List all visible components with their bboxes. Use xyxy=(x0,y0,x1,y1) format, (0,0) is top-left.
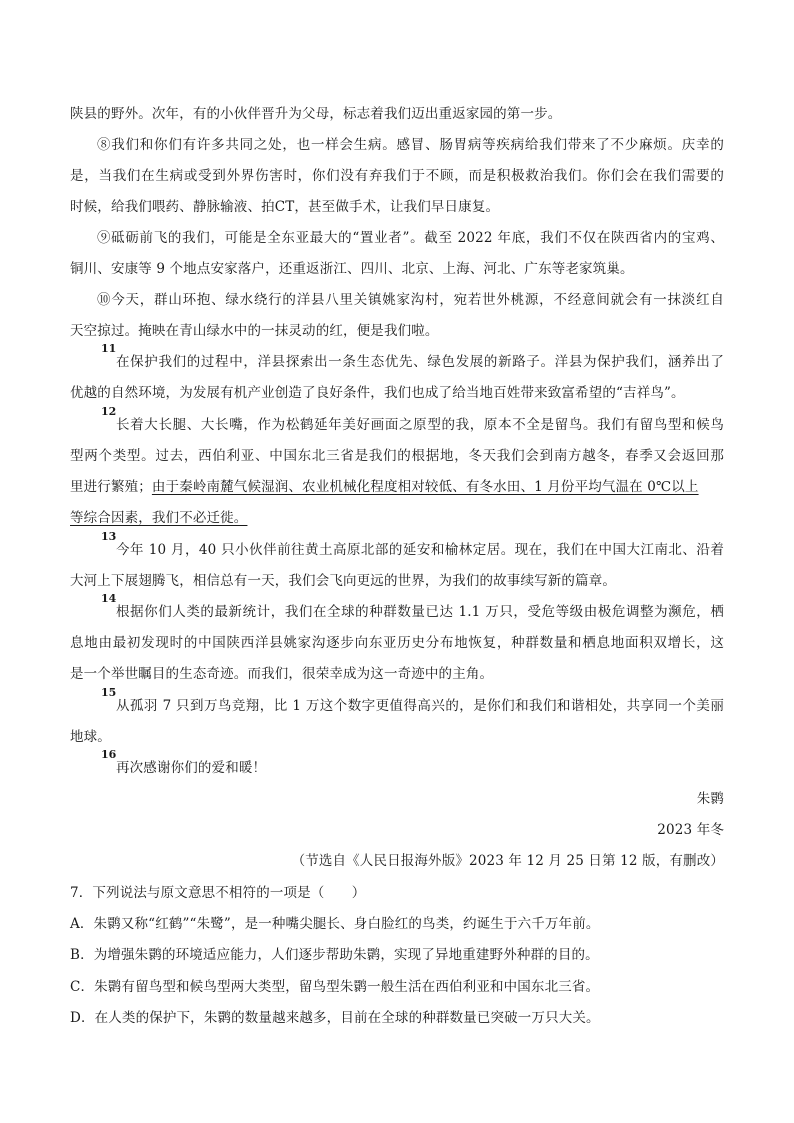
paragraph-15-line-2: 地球。 xyxy=(70,729,111,745)
question-option-a: A．朱鹮又称“红鹤”“朱鹭”，是一种嘴尖腿长、身白脸红的鸟类，约诞生于六千万年前。 xyxy=(70,916,600,932)
paragraph-8-line-1: ⑧我们和你们有许多共同之处，也一样会生病。感冒、肠胃病等疾病给我们带来了不少麻烦。庆幸的 xyxy=(97,137,724,153)
paragraph-10-line-2: 天空掠过。掩映在青山绿水中的一抹灵动的红，便是我们啦。 xyxy=(70,323,439,339)
paragraph-number-12: 12 xyxy=(101,405,117,418)
paragraph-13-line-2: 大河上下展翅腾飞，相信总有一天，我们会飞向更远的世界，为我们的故事续写新的篇章。 xyxy=(70,573,616,589)
question-option-d: D．在人类的保护下，朱鹮的数量越来越多，目前在全球的种群数量已突破一万只大关。 xyxy=(70,1010,600,1026)
paragraph-12-underlined-text: 由于秦岭南麓气候湿润、农业机械化程度相对较低、有冬水田、1 月份平均气温在 0℃以上 xyxy=(151,479,699,495)
paragraph-15-line-1: 从孤羽 7 只到万鸟竞翔，比 1 万这个数字更值得高兴的，是你们和我们和谐相处，共享同一个美丽 xyxy=(116,698,724,714)
question-option-c: C．朱鹮有留鸟型和候鸟型两大类型，留鸟型朱鹮一般生活在西伯利亚和中国东北三省。 xyxy=(70,979,600,995)
paragraph-9-line-1: ⑨砥砺前飞的我们，可能是全东亚最大的“置业者”。截至 2022 年底，我们不仅在陕西省内的宝鸡、 xyxy=(97,230,724,246)
paragraph-11-line-2: 优越的自然环境，为发展有机产业创造了良好条件，我们也成了给当地百姓带来致富希望的“吉祥鸟”。 xyxy=(70,385,685,401)
paragraph-12-underlined-text-end: 等综合因素，我们不必迁徙。 xyxy=(70,510,248,526)
paragraph-13-line-1: 今年 10 月，40 只小伙伴前往黄土高原北部的延安和榆林定居。现在，我们在中国大江南北、沿着 xyxy=(116,542,724,558)
letter-date: 2023 年冬 xyxy=(657,822,724,838)
paragraph-12-line-3 xyxy=(70,478,724,496)
paragraph-7-end: 陕县的野外。次年，有的小伙伴晋升为父母，标志着我们迈出重返家园的第一步。 xyxy=(70,106,562,122)
paragraph-11-line-1: 在保护我们的过程中，洋县探索出一条生态优先、绿色发展的新路子。洋县为保护我们，涵养出了 xyxy=(116,354,724,370)
paragraph-14-line-2: 息地由最初发现时的中国陕西洋县姚家沟逐步向东亚历史分布地恢复，种群数量和栖息地面积双增长，这 xyxy=(70,635,724,651)
paragraph-12-line-1: 长着大长腿、大长嘴，作为松鹤延年美好画面之原型的我，原本不全是留鸟。我们有留鸟型和候鸟 xyxy=(116,417,724,433)
paragraph-number-14: 14 xyxy=(101,592,117,605)
author-signature: 朱鹮 xyxy=(696,791,724,807)
paragraph-16-line: 再次感谢你们的爱和暖！ xyxy=(116,760,267,776)
paragraph-number-16: 16 xyxy=(101,748,117,761)
paragraph-number-11: 11 xyxy=(101,342,117,355)
paragraph-14-line-3: 是一个举世瞩目的生态奇迹。而我们，很荣幸成为这一奇迹中的主角。 xyxy=(70,666,494,682)
paragraph-12-line-3-plain: 里进行繁殖； xyxy=(70,479,152,495)
question-option-b: B．为增强朱鹮的环境适应能力，人们逐步帮助朱鹮，实现了异地重建野外种群的目的。 xyxy=(70,947,599,963)
paragraph-8-line-2: 是，当我们在生病或受到外界伤害时，你们没有弃我们于不顾，而是积极救治我们。你们会在我们需要的 xyxy=(70,168,724,184)
paragraph-10-line-1: ⑩今天，群山环抱、绿水绕行的洋县八里关镇姚家沟村，宛若世外桃源，不经意间就会有一抹淡红自 xyxy=(97,292,724,308)
paragraph-14-line-1: 根据你们人类的最新统计，我们在全球的种群数量已达 1.1 万只，受危等级由极危调整为濒危，栖 xyxy=(116,604,724,620)
paragraph-8-line-3: 时候，给我们喂药、静脉输液、拍CT，甚至做手术，让我们早日康复。 xyxy=(70,199,500,215)
source-citation: （节选自《人民日报海外版》2023 年 12 月 25 日第 12 版，有删改） xyxy=(291,853,724,869)
paragraph-12-line-2: 型两个类型。过去，西伯利亚、中国东北三省是我们的根据地，冬天我们会到南方越冬，春季又会返回那 xyxy=(70,448,724,464)
question-stem: 7．下列说法与原文意思不相符的一项是（ ） xyxy=(70,885,366,901)
paragraph-9-line-2: 铜川、安康等 9 个地点安家落户，还重返浙江、四川、北京、上海、河北、广东等老家筑巢。 xyxy=(70,261,634,277)
paragraph-number-15: 15 xyxy=(101,686,117,699)
paragraph-number-13: 13 xyxy=(101,530,117,543)
